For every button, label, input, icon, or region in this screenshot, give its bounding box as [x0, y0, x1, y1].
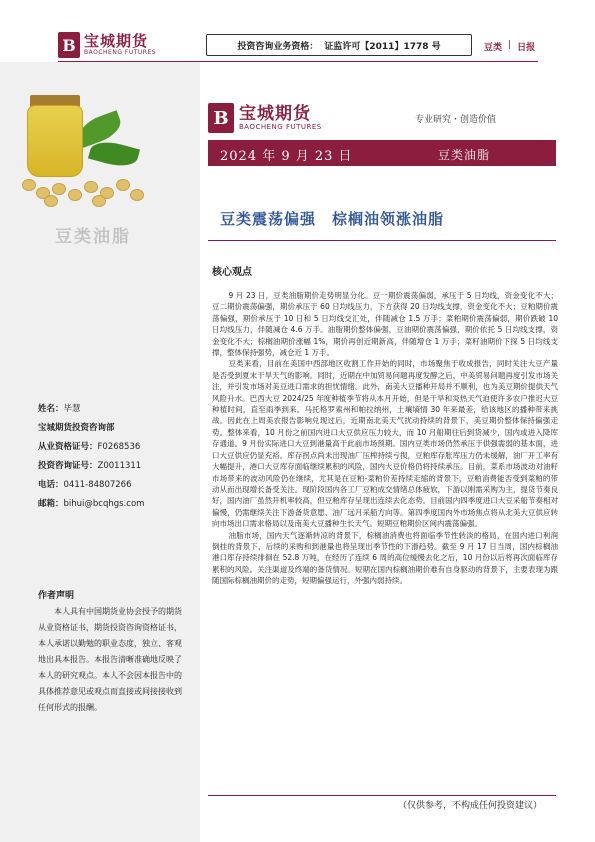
disclaimer-title: 作者声明 — [38, 591, 75, 601]
report-title: 豆类震荡偏强 棕榈油领涨油脂 — [220, 210, 445, 228]
title-divider — [208, 240, 556, 241]
body-paragraph: 油脂市场，国内天气逐渐转凉的背景下，棕榈油消费也将面临季节性转淡的格局，在国内进口利润倒挂的背景下，后续的采购和到港量也将呈现出季节性的下滑趋势。截至 9 月 17 日当周，国内棕榈油港口库存持续徘徊在 52.8 万吨，在经历了连续 6 周的高位缓慢去化之后，10 月份以后将再次面临库存累积的风险。关注渠道及终端的备货情况。短期在国内棕榈油期价难有自身驱动的背景下，主要表现为跟随国际棕榈油期价的走势，短期偏强运行，外强内弱持续。 — [212, 530, 558, 586]
cert-number: F0268536 — [97, 442, 141, 452]
license-box — [206, 34, 472, 56]
footer-divider — [208, 795, 556, 796]
email-link[interactable]: bihui@bcqhgs.com — [63, 499, 145, 509]
header-categories — [484, 40, 535, 53]
soybean-icon — [52, 183, 66, 195]
oil-jar-icon — [27, 105, 83, 177]
soy-oil-illustration — [20, 95, 150, 210]
report-date: 2024 年 9 月 23 日 — [220, 149, 353, 164]
soybean-icon — [22, 179, 36, 191]
logo-mark-icon: B — [58, 32, 80, 58]
soybean-icon — [116, 179, 130, 191]
soybean-icon — [68, 189, 82, 201]
email-label: 邮箱： — [38, 499, 64, 509]
phone-label: 电话： — [38, 480, 64, 490]
section-heading: 核心观点 — [212, 267, 252, 278]
slogan: 专业研究・创造价值 — [415, 115, 497, 125]
header-category: 豆类 — [484, 43, 503, 53]
body-paragraph: 豆类来看，目前在美国中西部地区收割工作开始的同时，市场聚焦于收成报告，同时关注大豆产量是否受到夏末干旱天气的影响。同时，近期在中加贸易问题再度发酵之后，中美贸易问题再度引发市场关注，并引发市场对美豆进口需求的担忧情绪。此外，南美大豆播种开局并不顺利，也为美豆期价提供天气风险升水。巴西大豆 2024/25 年度种植季节将从本月开始，但是干旱和炎热天气迫使许多农户推迟大豆种植时间，直至雨季到来。马托格罗索州和帕拉纳州，土壤墒情 30 年来最差，给该地区的播种带来挑战。因此在上周美农报告影响兑现过后，近期南北美天气扰动持续的背景下，美豆期价整体保持偏强走势。整体来看，10 月份之前国内进口大豆供应压力较大，而 10 月船期往后到货减少，国内或进入降库存通道。9 月份实际进口大豆到港量高于此前市场预期。国内豆类市场仍然承压于供强需弱的基本面，进口大豆供应仍显充裕。库存拐点尚未出现油厂压榨持续亏损，豆粕库存胀库压力仍未缓解，油厂开工率有大幅提升，港口大豆库存面临继续累积的风险，国内大豆价格仍将持续承压。目前，菜系市场波动对油籽市场带来的波动风险仍在继续，尤其是在豆粕-菜粕价差持续走缩的背景下，豆粕消费能否受到菜粕的带动从而出现增长备受关注。现阶段国内各工厂豆粕成交情绪总体疲软，下游以刚需采购为主，提货节奏良好，国内油厂虽然开机率较高，但豆粕库存呈现出连续去化态势。目前国内四季度进口大豆采船节奏相对偏慢，仍需继续关注下游备货意愿、油厂远月采船方向等。第四季度国内外市场焦点将从北美大豆供应转向市场出口需求格局以及南美大豆播种生长天气。短期豆粕期价区间内震荡偏强。 — [212, 359, 558, 529]
header-brand-en: BAOCHENG FUTURES — [84, 49, 157, 56]
header-separator: | — [508, 40, 512, 50]
header-report-type: 日报 — [517, 43, 536, 53]
soybean-icon — [130, 189, 144, 201]
soybean-icon — [92, 195, 106, 207]
report-body — [212, 290, 558, 587]
footnote: （仅供参考，不构成任何投资建议） — [398, 801, 543, 811]
soybean-icon — [84, 181, 98, 193]
soybean-icon — [44, 195, 58, 207]
author-name: 毕慧 — [63, 404, 81, 414]
header-logo — [58, 30, 156, 60]
main-brand-en: BAOCHENG FUTURES — [239, 123, 322, 131]
author-company: 宝城期货投资咨询部 — [38, 423, 115, 433]
report-category: 豆类油脂 — [437, 148, 490, 162]
main-brand-cn: 宝城期货 — [239, 104, 311, 124]
header-brand-cn: 宝城期货 — [84, 32, 149, 50]
logo-mark-icon: B — [208, 103, 234, 133]
date-band — [208, 140, 556, 166]
sidebar-title: 豆类油脂 — [55, 227, 131, 247]
main-logo — [208, 103, 322, 133]
advisor-label: 投资咨询证号： — [38, 461, 98, 471]
cert-label: 从业资格证号： — [38, 442, 98, 452]
name-label: 姓名： — [38, 404, 64, 414]
license-label: 投资咨询业务资格： — [237, 41, 319, 52]
advisor-number: Z0011311 — [97, 461, 142, 471]
author-contact — [38, 400, 188, 514]
page-header — [0, 0, 595, 62]
body-paragraph: 9 月 23 日，豆类油脂期价走势明显分化。豆一期价震荡偏弱，承压于 5 日均线，资金变化不大；豆二期价震荡偏强，期价承压于 60 日均线压力，下方获得 20 日均线支撑，资金变化不大；豆粕期价震荡偏强，期价承压于 10 日和 5 日均线交汇处，伴随减仓 1.5 万手；菜粕期价震荡偏弱，期价跌破 10 日均线压力，伴随减仓 4.6 万手。油脂期价整体偏强，豆油期价震荡偏强，期价依托 5 日均线支撑，资金变化不大；棕榈油期价涨幅 1%，期价再创近期新高，伴随增仓 1 万手；菜籽油期价下探 5 日均线支撑，整体保持强势，减仓近 1 万手。 — [212, 291, 558, 358]
phone-number: 0411-84807266 — [63, 480, 132, 490]
disclaimer-text: 本人具有中国期货业协会授予的期货从业资格证书，期货投资咨询资格证书，本人承诺以勤勉的职业态度，独立、客观地出具本报告。本报告清晰准确地反映了本人的研究观点。本人不会因本报告中的具体推荐意见或观点而直接或间接接收到任何形式的报酬。 — [38, 607, 182, 712]
license-value: 证监许可【2011】1778 号 — [324, 41, 441, 52]
